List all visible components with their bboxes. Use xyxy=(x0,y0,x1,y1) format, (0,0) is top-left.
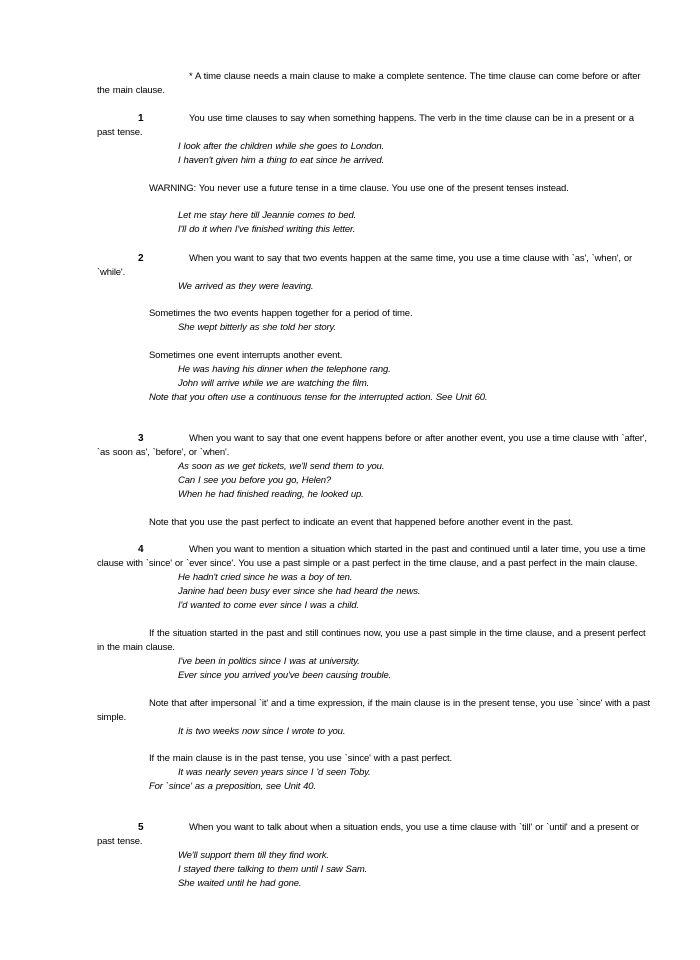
s2-example-1: We arrived as they were leaving. xyxy=(178,281,314,292)
s4-example-4: I've been in politics since I was at university. xyxy=(178,656,360,667)
s5-example-1: We'll support them till they find work. xyxy=(178,850,329,861)
s5-text-line-1: When you want to talk about when a situation ends, you use a time clause with `till' or `until' and a present or xyxy=(189,822,639,833)
s2-text-line-2: `while'. xyxy=(97,267,126,278)
s4-example-6: It is two weeks now since I wrote to you. xyxy=(178,726,346,737)
s3-text-line-2: `as soon as', `before', or `when'. xyxy=(97,447,230,458)
section-number-5: 5 xyxy=(138,822,144,833)
intro-line-2: the main clause. xyxy=(97,85,165,96)
section-number-3: 3 xyxy=(138,433,144,444)
s4-text-line-2: clause with `since' or `ever since'. You use a past simple or a past perfect in the time clause, and a past perfect in the main clause. xyxy=(97,558,638,569)
s4-example-3: I'd wanted to come ever since I was a child. xyxy=(178,600,359,611)
s3-text-line-1: When you want to say that one event happens before or after another event, you use a time clause with `after', xyxy=(189,433,647,444)
s2-example-3: He was having his dinner when the telephone rang. xyxy=(178,364,391,375)
s4-example-5: Ever since you arrived you've been causing trouble. xyxy=(178,670,392,681)
s4-paragraph-1-line-2: in the main clause. xyxy=(97,642,175,653)
s3-example-1: As soon as we get tickets, we'll send them to you. xyxy=(178,461,385,472)
s4-example-1: He hadn't cried since he was a boy of ten. xyxy=(178,572,353,583)
s1-text-line-1: You use time clauses to say when something happens. The verb in the time clause can be in a present or a xyxy=(189,113,634,124)
s2-example-4: John will arrive while we are watching the film. xyxy=(178,378,370,389)
s5-example-3: She waited until he had gone. xyxy=(178,878,302,889)
s4-text-line-1: When you want to mention a situation which started in the past and continued until a later time, you use a time xyxy=(189,544,646,555)
s2-note: Note that you often use a continuous tense for the interrupted action. See Unit 60. xyxy=(149,392,488,403)
intro-line-1: * A time clause needs a main clause to make a complete sentence. The time clause can come before or after xyxy=(189,71,641,82)
section-number-2: 2 xyxy=(138,253,144,264)
section-number-4: 4 xyxy=(138,544,144,555)
s1-example-3: Let me stay here till Jeannie comes to bed. xyxy=(178,210,357,221)
s3-example-3: When he had finished reading, he looked up. xyxy=(178,489,364,500)
s3-example-2: Can I see you before you go, Helen? xyxy=(178,475,331,486)
s1-example-4: I'll do it when I've finished writing this letter. xyxy=(178,224,356,235)
s4-paragraph-2-line-2: simple. xyxy=(97,712,127,723)
s5-text-line-2: past tense. xyxy=(97,836,143,847)
s2-text-line-1: When you want to say that two events happen at the same time, you use a time clause with `as', `when', or xyxy=(189,253,632,264)
s4-example-2: Janine had been busy ever since she had heard the news. xyxy=(178,586,421,597)
section-number-1: 1 xyxy=(138,113,144,124)
s1-text-line-2: past tense. xyxy=(97,127,143,138)
s4-paragraph-3: If the main clause is in the past tense, you use `since' with a past perfect. xyxy=(149,753,452,764)
s2-paragraph-1: Sometimes the two events happen together for a period of time. xyxy=(149,308,413,319)
s4-paragraph-2-line-1: Note that after impersonal `it' and a time expression, if the main clause is in the present tense, you use `since' with a past xyxy=(149,698,651,709)
s5-example-2: I stayed there talking to them until I saw Sam. xyxy=(178,864,368,875)
s4-note: For `since' as a preposition, see Unit 40. xyxy=(149,781,316,792)
s1-warning: WARNING: You never use a future tense in a time clause. You use one of the present tenses instead. xyxy=(149,183,569,194)
s2-example-2: She wept bitterly as she told her story. xyxy=(178,322,336,333)
s2-paragraph-2: Sometimes one event interrupts another event. xyxy=(149,350,343,361)
s4-example-7: It was nearly seven years since I 'd seen Toby. xyxy=(178,767,371,778)
s1-example-2: I haven't given him a thing to eat since he arrived. xyxy=(178,155,385,166)
s1-example-1: I look after the children while she goes to London. xyxy=(178,141,384,152)
s4-paragraph-1-line-1: If the situation started in the past and still continues now, you use a past simple in the time clause, and a present perfect xyxy=(149,628,646,639)
s3-note: Note that you use the past perfect to indicate an event that happened before another event in the past. xyxy=(149,517,573,528)
